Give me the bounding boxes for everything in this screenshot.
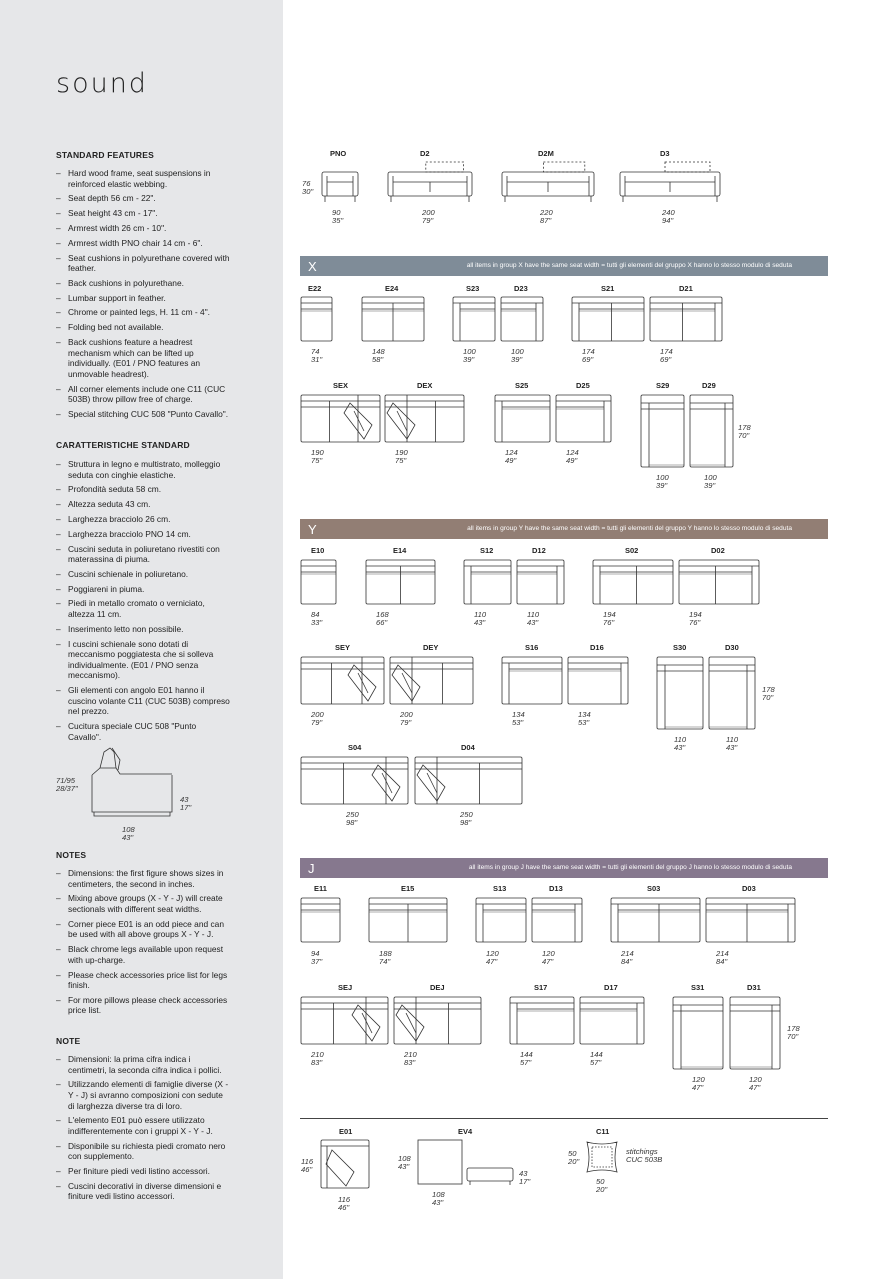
standard-features-item: – Hard wood frame, seat suspensions in reinforced elastic webbing. (56, 168, 231, 189)
module-width: 74 31" (311, 347, 323, 364)
module-S23 (453, 297, 495, 341)
top-item-width: 90 35" (332, 208, 344, 225)
module-code: S23 (466, 284, 480, 293)
notes-item: – Dimensions: the first figure shows sizes in centimeters, the second in inches. (56, 868, 231, 889)
module-E11 (301, 898, 340, 942)
module-width: 200 79" (400, 710, 413, 727)
x_row1-drawings (301, 297, 722, 341)
module-D16 (568, 657, 628, 704)
caratteristiche-item: – Inserimento letto non possibile. (56, 624, 231, 635)
module-S03 (611, 898, 700, 942)
notes-item: – Corner piece E01 is an odd piece and can be used with all above groups X - Y - J. (56, 919, 231, 940)
e01-width: 116 46" (338, 1195, 351, 1212)
module-D21 (650, 297, 722, 341)
y_row2-drawings (301, 657, 755, 729)
top-item-code: D3 (660, 149, 670, 158)
module-code: S13 (493, 884, 507, 893)
module-width: 214 84" (621, 949, 634, 966)
caratteristiche-item: – Larghezza bracciolo 26 cm. (56, 514, 231, 525)
caratteristiche-item: – Poggiareni in piuma. (56, 584, 231, 595)
caratteristiche-item: – Profondità seduta 58 cm. (56, 484, 231, 495)
module-code: SEJ (338, 983, 353, 992)
module-D04 (415, 757, 522, 804)
module-SEJ (301, 997, 388, 1044)
module-width: 124 49" (505, 448, 518, 465)
module-width: 110 43" (726, 735, 739, 752)
c11-width: 50 20" (596, 1177, 608, 1194)
module-S12 (464, 560, 511, 604)
module-DEY (390, 657, 473, 704)
module-DEJ (394, 997, 481, 1044)
module-code: S03 (647, 884, 661, 893)
module-width: 84 33" (311, 610, 323, 627)
profile-depth: 108 43" (122, 825, 135, 842)
module-code: E14 (393, 546, 407, 555)
top-item-D2M (502, 162, 594, 202)
module-width: 124 49" (566, 448, 579, 465)
group-j-text: all items in group J have the same seat width = tutti gli elementi del gruppo J hanno lo stesso modulo di seduta (468, 864, 792, 871)
module-code: D30 (725, 643, 739, 652)
j_row2-drawings (301, 997, 780, 1069)
module-code: E22 (308, 284, 322, 293)
module-D30 (709, 657, 755, 729)
module-SEX (301, 395, 380, 442)
module-width: 174 69" (582, 347, 595, 364)
notes-item: – Mixing above groups (X - Y - J) will create sectionals with different seat widths. (56, 893, 231, 914)
module-width: 200 79" (311, 710, 324, 727)
note-it-item: – Disponibile su richiesta piedi cromato nero con supplemento. (56, 1141, 231, 1162)
module-code: E15 (401, 884, 415, 893)
module-width: 214 84" (716, 949, 729, 966)
module-width: 168 66" (376, 610, 389, 627)
module-width: 148 58" (372, 347, 385, 364)
module-code: D03 (742, 884, 756, 893)
group-y-text: all items in group Y have the same seat width = tutti gli elementi del gruppo Y hanno lo stesso modulo di seduta (467, 525, 792, 532)
group-j-letter: J (308, 861, 315, 876)
caratteristiche-item: – Gli elementi con angolo E01 hanno il cuscino volante C11 (CUC 503B) compreso nel prezzo. (56, 685, 231, 717)
standard-features-item: – Chrome or painted legs, H. 11 cm - 4". (56, 307, 231, 318)
module-width: 100 39" (704, 473, 717, 490)
notes-item: – For more pillows please check accessories price list. (56, 995, 231, 1016)
module-width: 134 53" (578, 710, 591, 727)
standard-features-item: – Back cushions feature a headrest mechanism which can be lifted up individually. (E01 / PNO features an unmovable headrest). (56, 337, 231, 379)
module-width: 210 83" (311, 1050, 324, 1067)
module-width: 190 75" (395, 448, 408, 465)
caratteristiche-item: – Larghezza bracciolo PNO 14 cm. (56, 529, 231, 540)
module-width: 100 39" (463, 347, 476, 364)
top-item-width: 240 94" (662, 208, 675, 225)
note-it-item: – Per finiture piedi vedi listino accessori. (56, 1166, 231, 1177)
standard-features-item: – Armrest width 26 cm - 10". (56, 223, 231, 234)
standard-features-item: – Seat depth 56 cm - 22". (56, 193, 231, 204)
module-code: S30 (673, 643, 687, 652)
module-code: D02 (711, 546, 725, 555)
top-item-code: PNO (330, 149, 347, 158)
module-code: S17 (534, 983, 548, 992)
module-code: S21 (601, 284, 615, 293)
module-width: 100 39" (656, 473, 669, 490)
module-D17 (580, 997, 644, 1044)
brand-title: sound (56, 68, 148, 99)
profile-seat-height: 43 17" (180, 795, 192, 812)
module-width: 194 76" (689, 610, 702, 627)
e01-height: 116 46" (301, 1157, 314, 1174)
module-code: D23 (514, 284, 528, 293)
caratteristiche-title: CARATTERISTICHE STANDARD (56, 440, 190, 450)
module-width: 174 69" (660, 347, 673, 364)
x-chaise-depth: 178 70" (738, 423, 751, 440)
caratteristiche-item: – Cuscini schienale in poliuretano. (56, 569, 231, 580)
standard-features-item: – Seat height 43 cm - 17". (56, 208, 231, 219)
module-width: 210 83" (404, 1050, 417, 1067)
module-SEY (301, 657, 384, 704)
caratteristiche-item: – I cuscini schienale sono dotati di meccanismo poggiatesta che si solleva individualmente. (E01 / PNO senza meccanismo). (56, 639, 231, 681)
module-code: S02 (625, 546, 639, 555)
module-code: D31 (747, 983, 761, 992)
top-item-code: D2 (420, 149, 430, 158)
c11-height: 50 20" (568, 1149, 580, 1166)
module-code: D13 (549, 884, 563, 893)
module-width: 188 74" (379, 949, 392, 966)
note-it-item: – Utilizzando elementi di famiglie diverse (X - Y - J) si avranno composizioni con sedute di larghezza diverse tra di loro. (56, 1079, 231, 1111)
module-DEX (385, 395, 464, 442)
module-S25 (495, 395, 550, 442)
group-y-letter: Y (308, 522, 317, 537)
module-E22 (301, 297, 332, 341)
module-code: DEX (417, 381, 433, 390)
module-code: D04 (461, 743, 475, 752)
module-S31 (673, 997, 723, 1069)
module-S16 (502, 657, 562, 704)
module-width: 194 76" (603, 610, 616, 627)
module-code: D12 (532, 546, 546, 555)
module-width: 94 37" (311, 949, 323, 966)
standard-features-item: – Special stitching CUC 508 "Punto Cavallo". (56, 409, 231, 420)
top-item-width: 200 79" (422, 208, 435, 225)
e01-code: E01 (339, 1127, 353, 1136)
module-S04 (301, 757, 408, 804)
module-E24 (362, 297, 424, 341)
module-width: 250 98" (460, 810, 473, 827)
standard-features-item: – All corner elements include one C11 (CUC 503B) throw pillow free of charge. (56, 384, 231, 405)
module-code: S12 (480, 546, 494, 555)
note-it-item: – Dimensioni: la prima cifra indica i centimetri, la seconda cifra indica i pollici. (56, 1054, 231, 1075)
module-E01 (321, 1140, 369, 1188)
module-S30 (657, 657, 703, 729)
module-code: E10 (311, 546, 325, 555)
module-code: D16 (590, 643, 604, 652)
notes-item: – Black chrome legs available upon request with up-charge. (56, 944, 231, 965)
notes-item: – Please check accessories price list for legs finish. (56, 970, 231, 991)
c11-stitching-note: stitchings CUC 503B (626, 1147, 663, 1164)
y_row3-drawings (301, 757, 522, 804)
ev4-footstool-height: 43 17" (519, 1169, 531, 1186)
module-width: 144 57" (520, 1050, 533, 1067)
top-item-PNO (322, 172, 358, 202)
module-width: 250 98" (346, 810, 359, 827)
module-code: S25 (515, 381, 529, 390)
y-chaise-depth: 178 70" (762, 685, 775, 702)
module-code: S16 (525, 643, 539, 652)
module-width: 120 47" (486, 949, 499, 966)
module-code: SEY (335, 643, 351, 652)
module-S21 (572, 297, 644, 341)
module-code: D17 (604, 983, 618, 992)
module-D31 (730, 997, 780, 1069)
module-C11 (587, 1142, 617, 1172)
module-E14 (366, 560, 435, 604)
module-code: S04 (348, 743, 362, 752)
y_row1-drawings (301, 560, 759, 604)
module-code: E24 (385, 284, 399, 293)
module-S17 (510, 997, 574, 1044)
caratteristiche-item: – Struttura in legno e multistrato, molleggio seduta con cinghie elastiche. (56, 459, 231, 480)
standard-features-title: STANDARD FEATURES (56, 150, 154, 160)
profile-height: 71/95 28/37" (56, 776, 78, 793)
top-item-D3 (620, 162, 720, 202)
module-width: 100 39" (511, 347, 524, 364)
note-it-item: – Cuscini decorativi in diverse dimensioni e finiture vedi listino accessori. (56, 1181, 231, 1202)
module-D03 (706, 898, 795, 942)
module-code: D21 (679, 284, 693, 293)
j-chaise-depth: 178 70" (787, 1024, 800, 1041)
module-code: S31 (691, 983, 705, 992)
caratteristiche-item: – Altezza seduta 43 cm. (56, 499, 231, 510)
module-D23 (501, 297, 543, 341)
module-EV4 (418, 1140, 513, 1185)
top-row-elevations (322, 162, 720, 202)
module-E15 (369, 898, 447, 942)
top-item-width: 220 87" (540, 208, 553, 225)
group-x-text: all items in group X have the same seat width = tutti gli elementi del gruppo X hanno lo stesso modulo di seduta (466, 262, 792, 269)
module-code: E11 (314, 884, 327, 893)
module-width: 134 53" (512, 710, 525, 727)
module-D12 (517, 560, 564, 604)
group-x-letter: X (308, 259, 317, 274)
notes-title: NOTES (56, 850, 87, 860)
ev4-height: 108 43" (398, 1154, 411, 1171)
module-E10 (301, 560, 336, 604)
module-S02 (593, 560, 673, 604)
module-S29 (641, 395, 684, 467)
module-width: 110 43" (527, 610, 540, 627)
caratteristiche-item: – Cucitura speciale CUC 508 "Punto Cavallo". (56, 721, 231, 742)
module-code: D29 (702, 381, 716, 390)
module-code: DEJ (430, 983, 445, 992)
standard-features-item: – Folding bed not available. (56, 322, 231, 333)
module-code: S29 (656, 381, 670, 390)
note-it-item: – L'elemento E01 può essere utilizzato indifferentemente con i gruppi X - Y - J. (56, 1115, 231, 1136)
top-item-code: D2M (538, 149, 554, 158)
module-width: 190 75" (311, 448, 324, 465)
standard-features-item: – Seat cushions in polyurethane covered with feather. (56, 253, 231, 274)
module-D02 (679, 560, 759, 604)
module-D25 (556, 395, 611, 442)
module-width: 110 43" (674, 735, 687, 752)
module-width: 120 47" (542, 949, 555, 966)
caratteristiche-item: – Piedi in metallo cromato o verniciato, altezza 11 cm. (56, 598, 231, 619)
module-S13 (476, 898, 526, 942)
top-height: 76 30" (302, 179, 314, 196)
standard-features-item: – Lumbar support in feather. (56, 293, 231, 304)
caratteristiche-item: – Cuscini seduta in poliuretano rivestiti con materassina di piuma. (56, 544, 231, 565)
module-width: 110 43" (474, 610, 487, 627)
module-width: 120 47" (692, 1075, 705, 1092)
j_row1-drawings (301, 898, 795, 942)
module-D13 (532, 898, 582, 942)
module-width: 144 57" (590, 1050, 603, 1067)
module-code: SEX (333, 381, 349, 390)
ev4-code: EV4 (458, 1127, 473, 1136)
ev4-width: 108 43" (432, 1190, 445, 1207)
standard-features-item: – Back cushions in polyurethane. (56, 278, 231, 289)
module-width: 120 47" (749, 1075, 762, 1092)
top-item-D2 (388, 162, 472, 202)
module-code: DEY (423, 643, 439, 652)
standard-features-item: – Armrest width PNO chair 14 cm - 6". (56, 238, 231, 249)
note-it-title: NOTE (56, 1036, 81, 1046)
module-D29 (690, 395, 733, 467)
c11-code: C11 (596, 1127, 610, 1136)
module-code: D25 (576, 381, 590, 390)
